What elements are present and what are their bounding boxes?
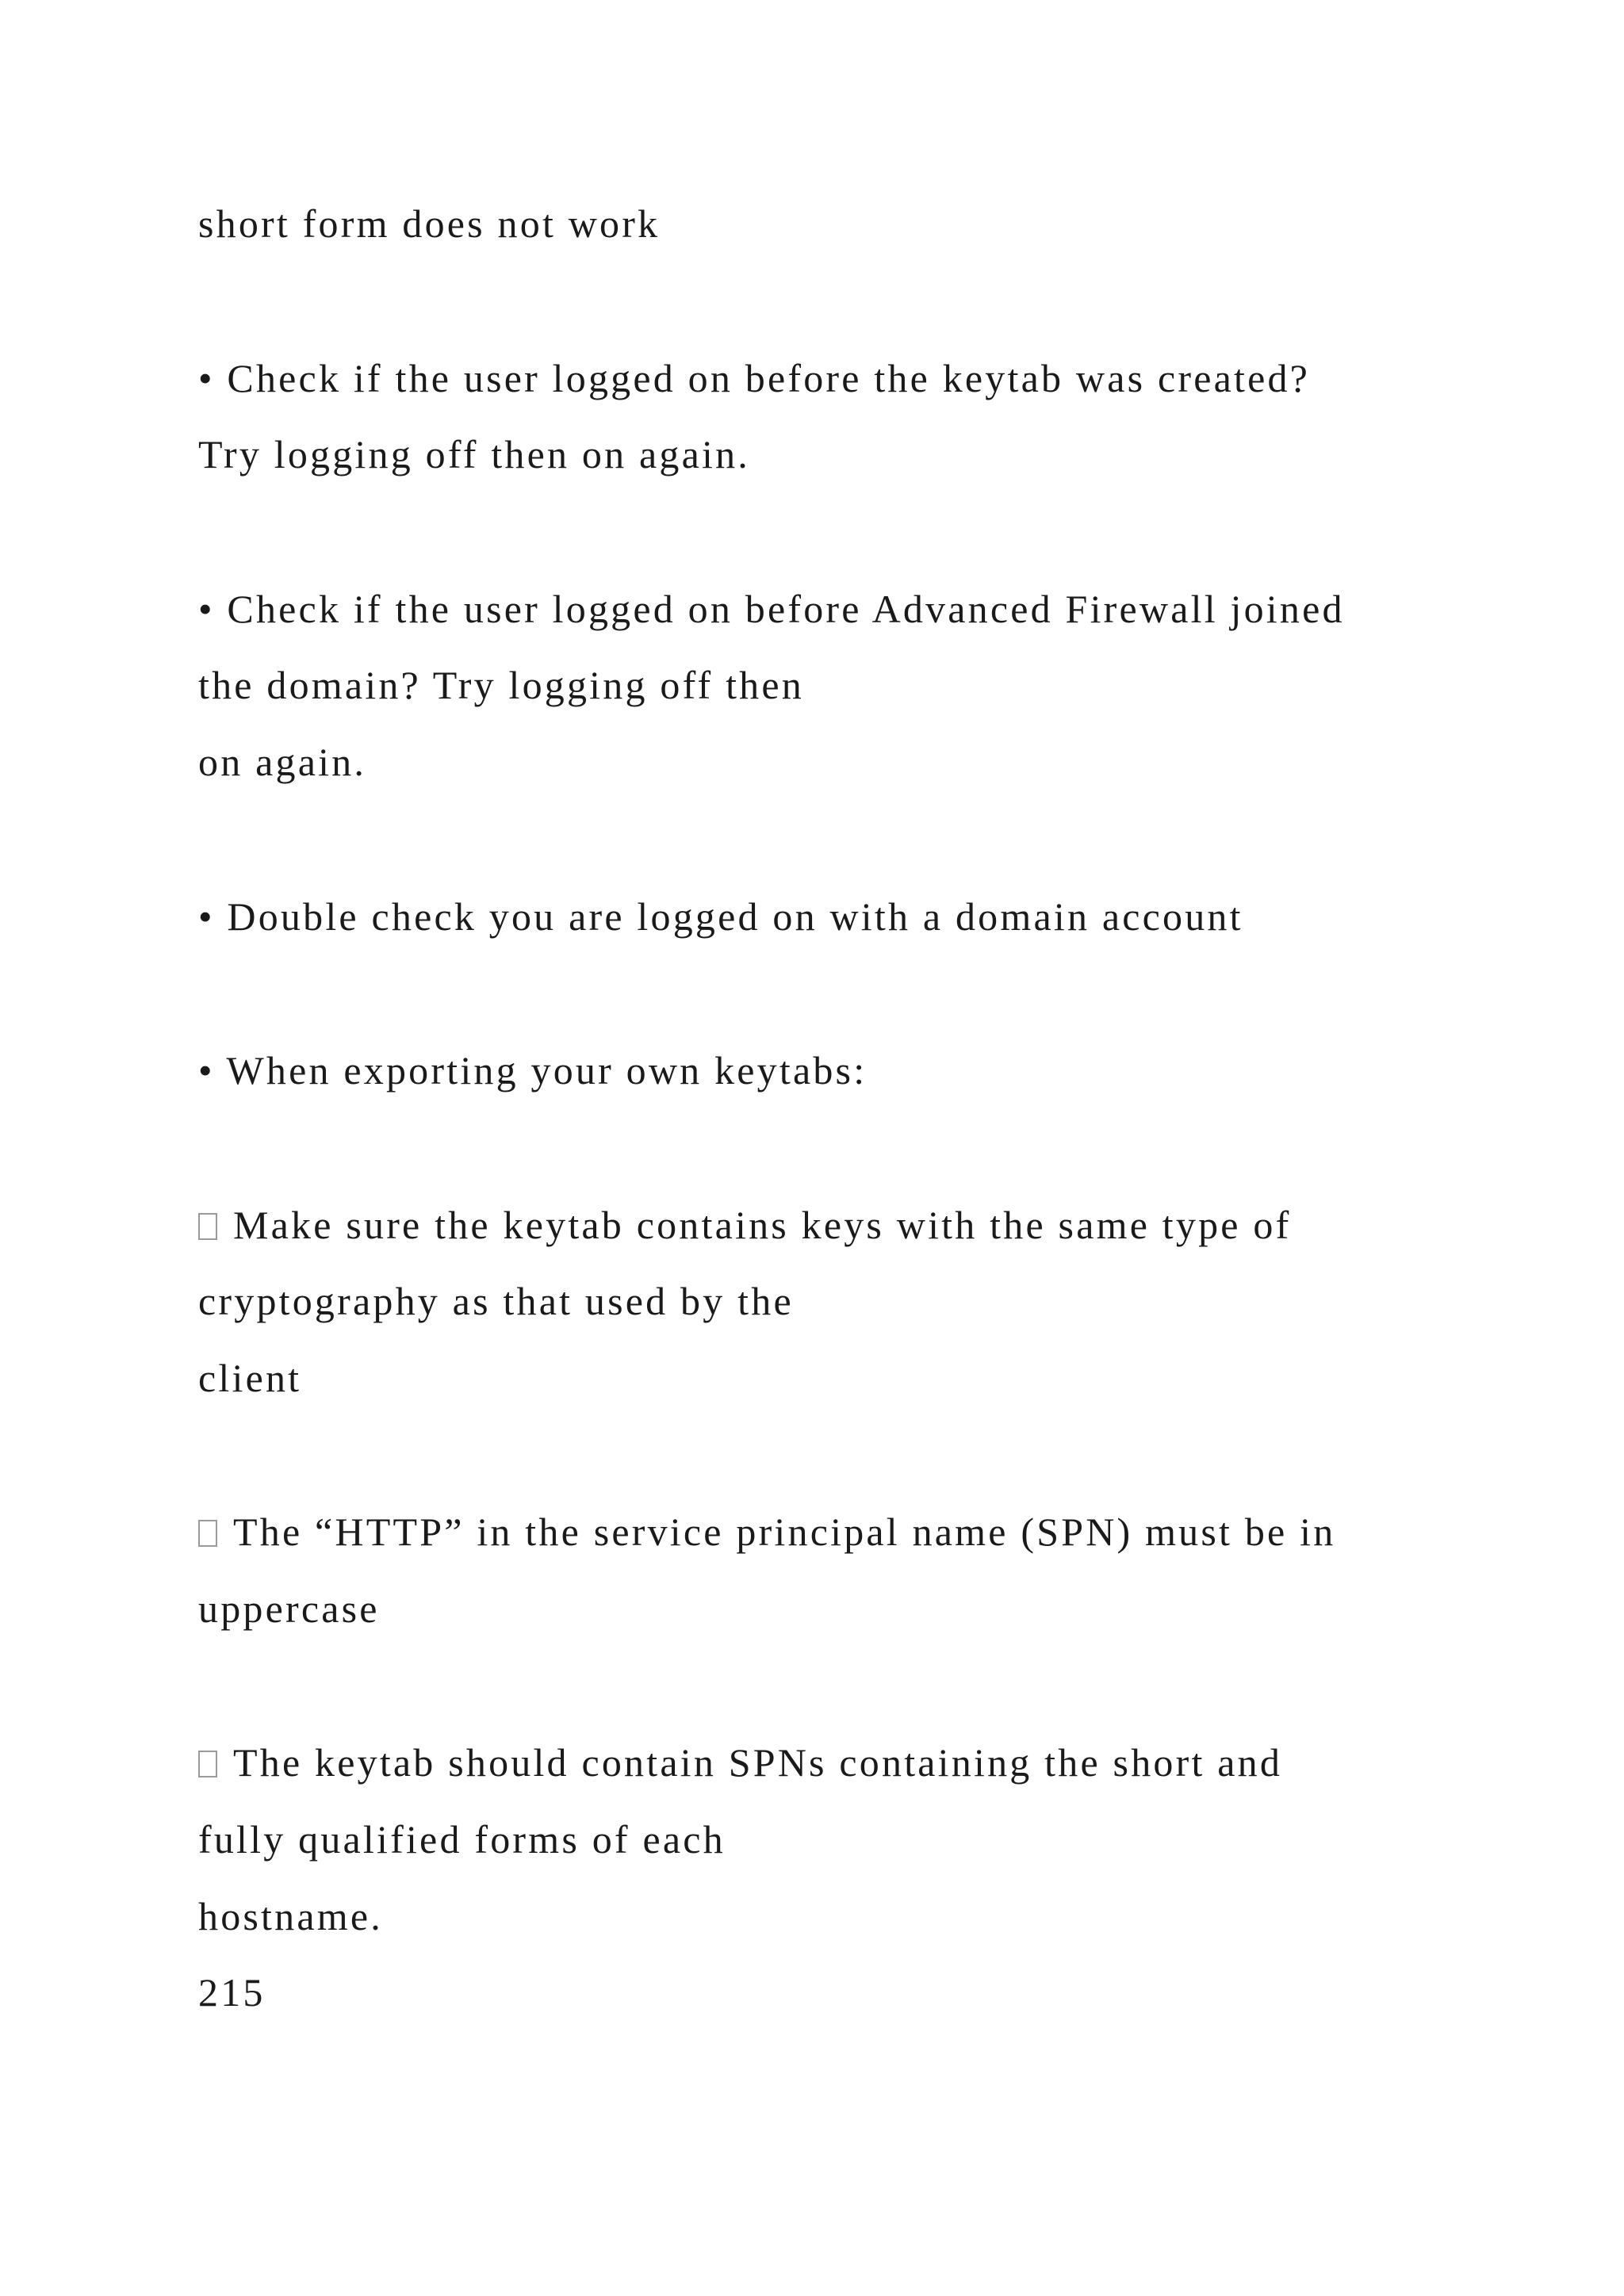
missing-glyph-box-icon [198, 1520, 217, 1547]
sub-bullet-item [198, 1205, 1291, 1245]
missing-glyph-box-icon [198, 1751, 217, 1777]
text-line: on again. [198, 740, 367, 784]
text-line: short form does not work [198, 201, 661, 246]
sub-bullet-item [198, 1512, 1335, 1552]
sub-bullet-text: Make sure the keytab contains keys with the same type of [233, 1203, 1292, 1247]
sub-bullet-text: The keytab should contain SPNs containing the short and [233, 1740, 1283, 1785]
sub-bullet-item [198, 1740, 1283, 1785]
bullet-item: • When exporting your own keytabs: [198, 1048, 868, 1093]
text-line: client [198, 1356, 302, 1400]
text-line: the domain? Try logging off then [198, 663, 804, 707]
missing-glyph-box-icon [198, 1213, 217, 1240]
text-line: uppercase [198, 1586, 380, 1631]
page-number: 215 [198, 1970, 266, 2015]
text-line: Try logging off then on again. [198, 432, 750, 476]
text-line: fully qualified forms of each [198, 1817, 726, 1862]
text-line: hostname. [198, 1894, 383, 1938]
bullet-item: • Check if the user logged on before Advanced Firewall joined [198, 587, 1345, 631]
sub-bullet-text: The “HTTP” in the service principal name (SPN) must be in [233, 1510, 1336, 1554]
bullet-item: • Check if the user logged on before the keytab was created? [198, 356, 1311, 400]
text-line: cryptography as that used by the [198, 1279, 794, 1323]
bullet-item: • Double check you are logged on with a domain account [198, 894, 1243, 939]
